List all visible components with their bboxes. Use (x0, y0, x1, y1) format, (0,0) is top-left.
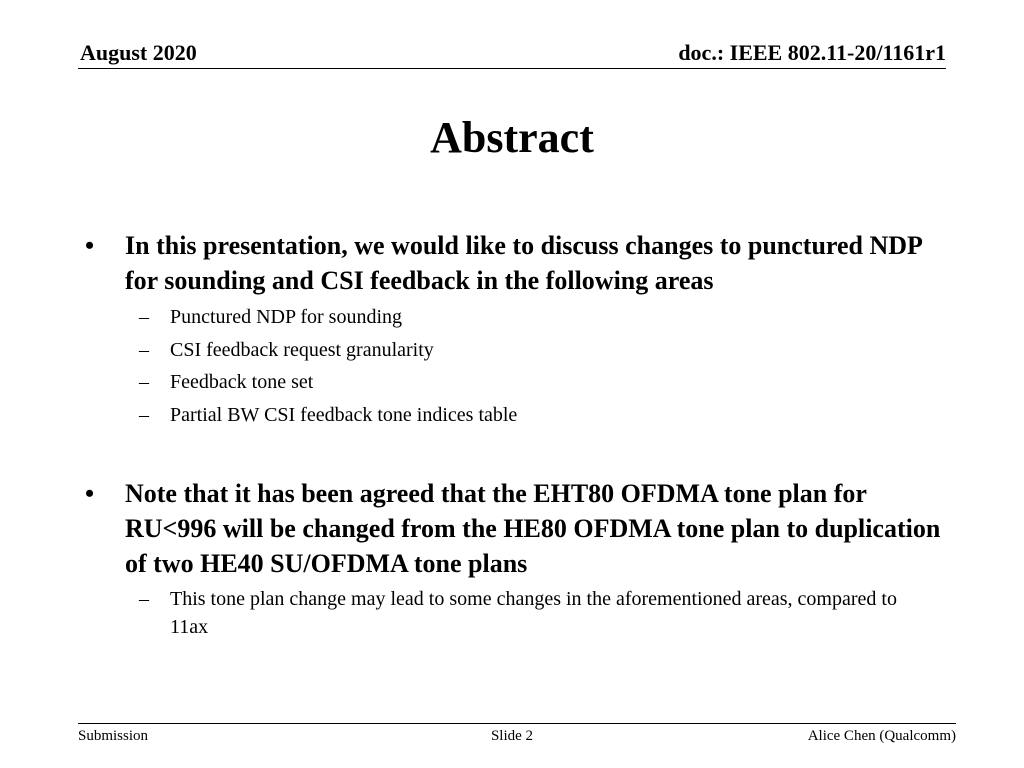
sub-item (139, 336, 930, 364)
header-date: August 2020 (80, 40, 197, 65)
sub-item-text: Feedback tone set (170, 371, 314, 393)
footer-divider (78, 723, 956, 724)
bullet-2-text: Note that it has been agreed that the EHT80 OFDMA tone plan for RU<996 will be changed from the HE80 OFDMA tone plan to duplication of two HE40 SU/OFDMA tone plans (125, 479, 941, 578)
dash-icon: – (139, 339, 149, 361)
sub-item (139, 585, 930, 641)
bullet-2 (85, 476, 955, 581)
sub-item (139, 368, 930, 396)
footer-author: Alice Chen (Qualcomm) (807, 728, 956, 744)
dash-icon: – (139, 588, 149, 610)
sub-item-text: Punctured NDP for sounding (170, 306, 403, 328)
footer-submission: Submission (78, 728, 149, 744)
slide-title: Abstract (430, 113, 594, 162)
header-doc-id: doc.: IEEE 802.11-20/1161r1 (678, 40, 946, 65)
sub-item-text: Partial BW CSI feedback tone indices table (170, 404, 518, 426)
sub-item-text: CSI feedback request granularity (170, 339, 434, 361)
footer-slide-number: Slide 2 (490, 728, 534, 744)
bullet-icon: • (85, 479, 95, 508)
sub-item-text: This tone plan change may lead to some changes in the aforementioned areas, compared to 11ax (170, 588, 897, 638)
sub-item (139, 401, 930, 429)
bullet-1-text: In this presentation, we would like to discuss changes to punctured NDP for sounding and CSI feedback in the following areas (125, 231, 922, 295)
header-divider (78, 68, 946, 69)
dash-icon: – (139, 371, 149, 393)
sub-item (139, 303, 930, 331)
dash-icon: – (139, 404, 149, 426)
bullet-icon: • (85, 231, 95, 260)
bullet-1 (85, 228, 955, 298)
dash-icon: – (139, 306, 149, 328)
